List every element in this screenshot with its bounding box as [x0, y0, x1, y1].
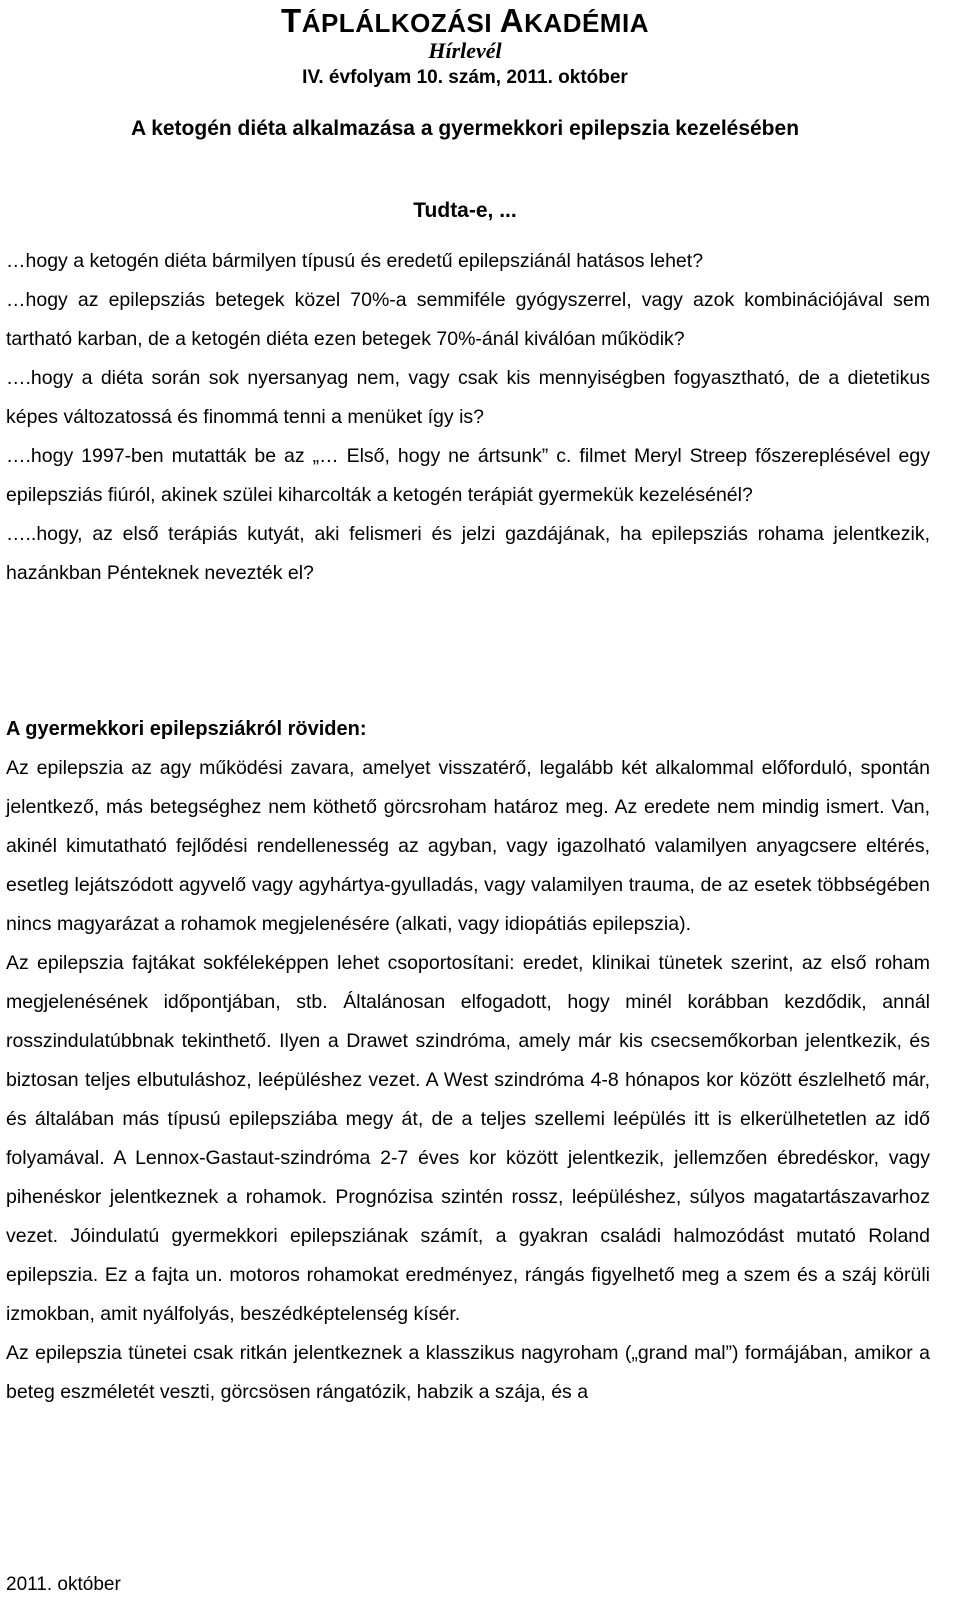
title-initial-a: A [499, 2, 525, 39]
issue-line: IV. évfolyam 10. szám, 2011. október [302, 67, 628, 88]
title-initial-t: T [281, 2, 302, 39]
fact-item: ….hogy a diéta során sok nyersanyag nem, vagy csak kis mennyiségben fogyasztható, de a dietetikus képes változatossá és finommá tenni a menüket így is? [6, 367, 930, 428]
fact-item: …hogy az epilepsziás betegek közel 70%-a semmiféle gyógyszerrel, vagy azok kombinációjával sem tartható karban, de a ketogén diéta ezen betegek 70%-ánál kiválóan működik? [6, 289, 930, 350]
body-paragraph: Az epilepszia az agy működési zavara, amelyet visszatérő, legalább két alkalommal előforduló, spontán jelentkező, más betegséghez nem köthető görcsroham határoz meg. Az eredete nem mindig ismert. Van, akinél kimutatható fejlődési rendellenesség az agyban, vagy igazolható valamilyen anyagcsere eltérés, esetleg lejátszódott agyvelő vagy agyhártya-gyulladás, vagy valamilyen trauma, de az esetek többségében nincs magyarázat a rohamok megjelenésére (alkati, vagy idiopátiás epilepszia). [6, 757, 930, 935]
newsletter-title [0, 2, 930, 40]
fact-item: …..hogy, az első terápiás kutyát, aki felismeri és jelzi gazdájának, ha epilepsziás rohama jelentkezik, hazánkban Pénteknek nevezték el? [6, 523, 930, 584]
newsletter-subtitle: Hírlevél [428, 38, 502, 63]
fact-item: …hogy a ketogén diéta bármilyen típusú és eredetű epilepsziánál hatásos lehet? [6, 250, 704, 272]
epilepsy-overview-section [6, 710, 930, 1412]
section-heading: A gyermekkori epilepsziákról röviden: [6, 718, 367, 740]
body-paragraph: Az epilepszia tünetei csak ritkán jelentkeznek a klasszikus nagyroham („grand mal”) formájában, amikor a beteg eszméletét veszti, görcsösen rángatózik, habzik a szája, és a [6, 1342, 930, 1403]
did-you-know-heading: Tudta-e, ... [413, 199, 517, 222]
article-headline: A ketogén diéta alkalmazása a gyermekkori epilepszia kezelésében [130, 117, 800, 140]
title-word-2-rest: KADÉMIA [524, 8, 649, 38]
body-paragraph: Az epilepszia fajtákat sokféleképpen lehet csoportosítani: eredet, klinikai tünetek szerint, az első roham megjelenésének időpontjában, stb. Általánosan elfogadott, hogy minél korábban kezdődik, annál rosszindulatúbbnak tekinthető. Ilyen a Drawet szindróma, amely már kis csecsemőkorban jelentkezik, és biztosan teljes elbutuláshoz, leépüléshez vezet. A West szindróma 4-8 hónapos kor között észlelhető már, és általában más típusú epilepsziába megy át, de a teljes szellemi leépülés itt is elkerülhetetlen az idő folyamával. A Lennox-Gastaut-szindróma 2-7 éves kor között jelentkezik, jellemzően ébredéskor, vagy pihenéskor jelentkeznek a rohamok. Prognózisa szintén rossz, leépüléshez, súlyos magatartászavarhoz vezet. Jóindulatú gyermekkori epilepsziának számít, a gyakran családi halmozódást mutató Roland epilepszia. Ez a fajta un. motoros rohamokat eredményez, rángás figyelhető meg a szem és a száj körüli izmokban, amit nyálfolyás, beszédképtelenség kísér. [6, 952, 930, 1325]
title-word-1-rest: ÁPLÁLKOZÁSI [301, 8, 500, 38]
page-footer-date: 2011. október [6, 1574, 121, 1595]
fact-item: ….hogy 1997-ben mutatták be az „… Első, hogy ne ártsunk” c. filmet Meryl Streep főszereplésével egy epilepsziás fiúról, akinek szülei kiharcolták a ketogén terápiát gyermekük kezelésénél? [6, 445, 930, 506]
did-you-know-list [6, 242, 930, 593]
